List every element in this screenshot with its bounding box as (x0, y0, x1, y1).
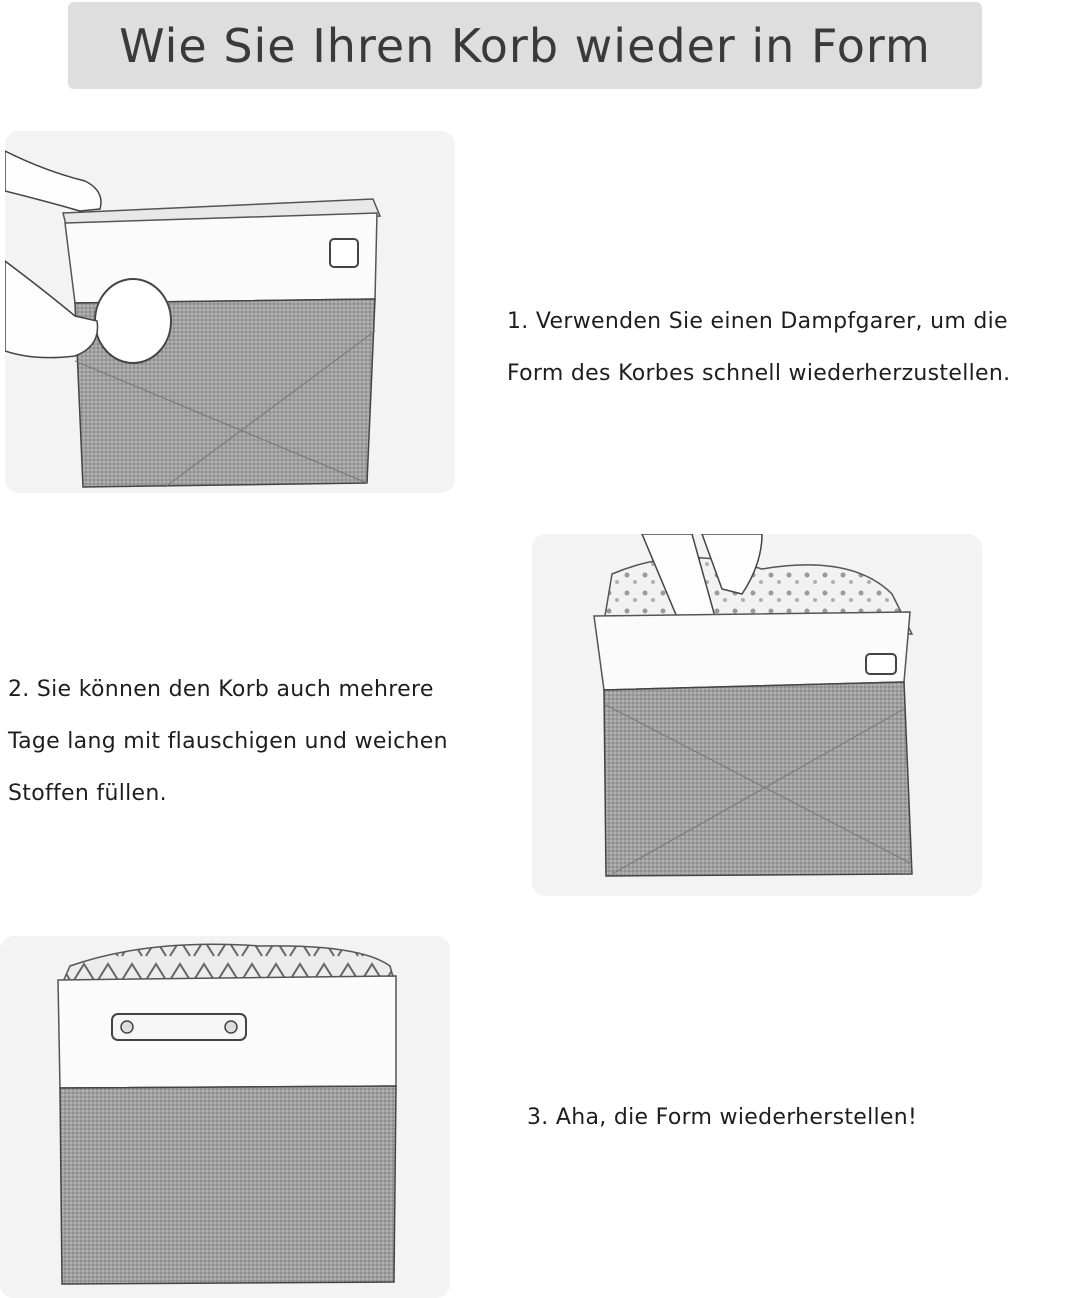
basket-restored-illustration (0, 936, 450, 1298)
step-2-text (8, 664, 448, 820)
step-1-line-1: 1. Verwenden Sie einen Dampfgarer, um die (507, 309, 1008, 334)
step-1-line-2: Form des Korbes schnell wiederherzustellen. (507, 361, 1011, 386)
title-banner (68, 2, 982, 89)
step-2-line-2: Tage lang mit flauschigen und weichen (8, 729, 448, 754)
basket-steamer-photo (5, 131, 455, 493)
step-3-text (527, 1092, 917, 1144)
basket-restored-photo (0, 936, 450, 1298)
basket-filled-with-fabric-photo (532, 534, 982, 896)
step-2-line-3: Stoffen füllen. (8, 781, 167, 806)
step-3-line-1: 3. Aha, die Form wiederherstellen! (527, 1105, 918, 1130)
step-1-text (507, 296, 1010, 400)
basket-fabric-illustration (532, 534, 982, 896)
page-title: Wie Sie Ihren Korb wieder in Form (119, 18, 931, 73)
step-2-line-1: 2. Sie können den Korb auch mehrere (8, 677, 434, 702)
basket-steamer-illustration (5, 131, 455, 493)
